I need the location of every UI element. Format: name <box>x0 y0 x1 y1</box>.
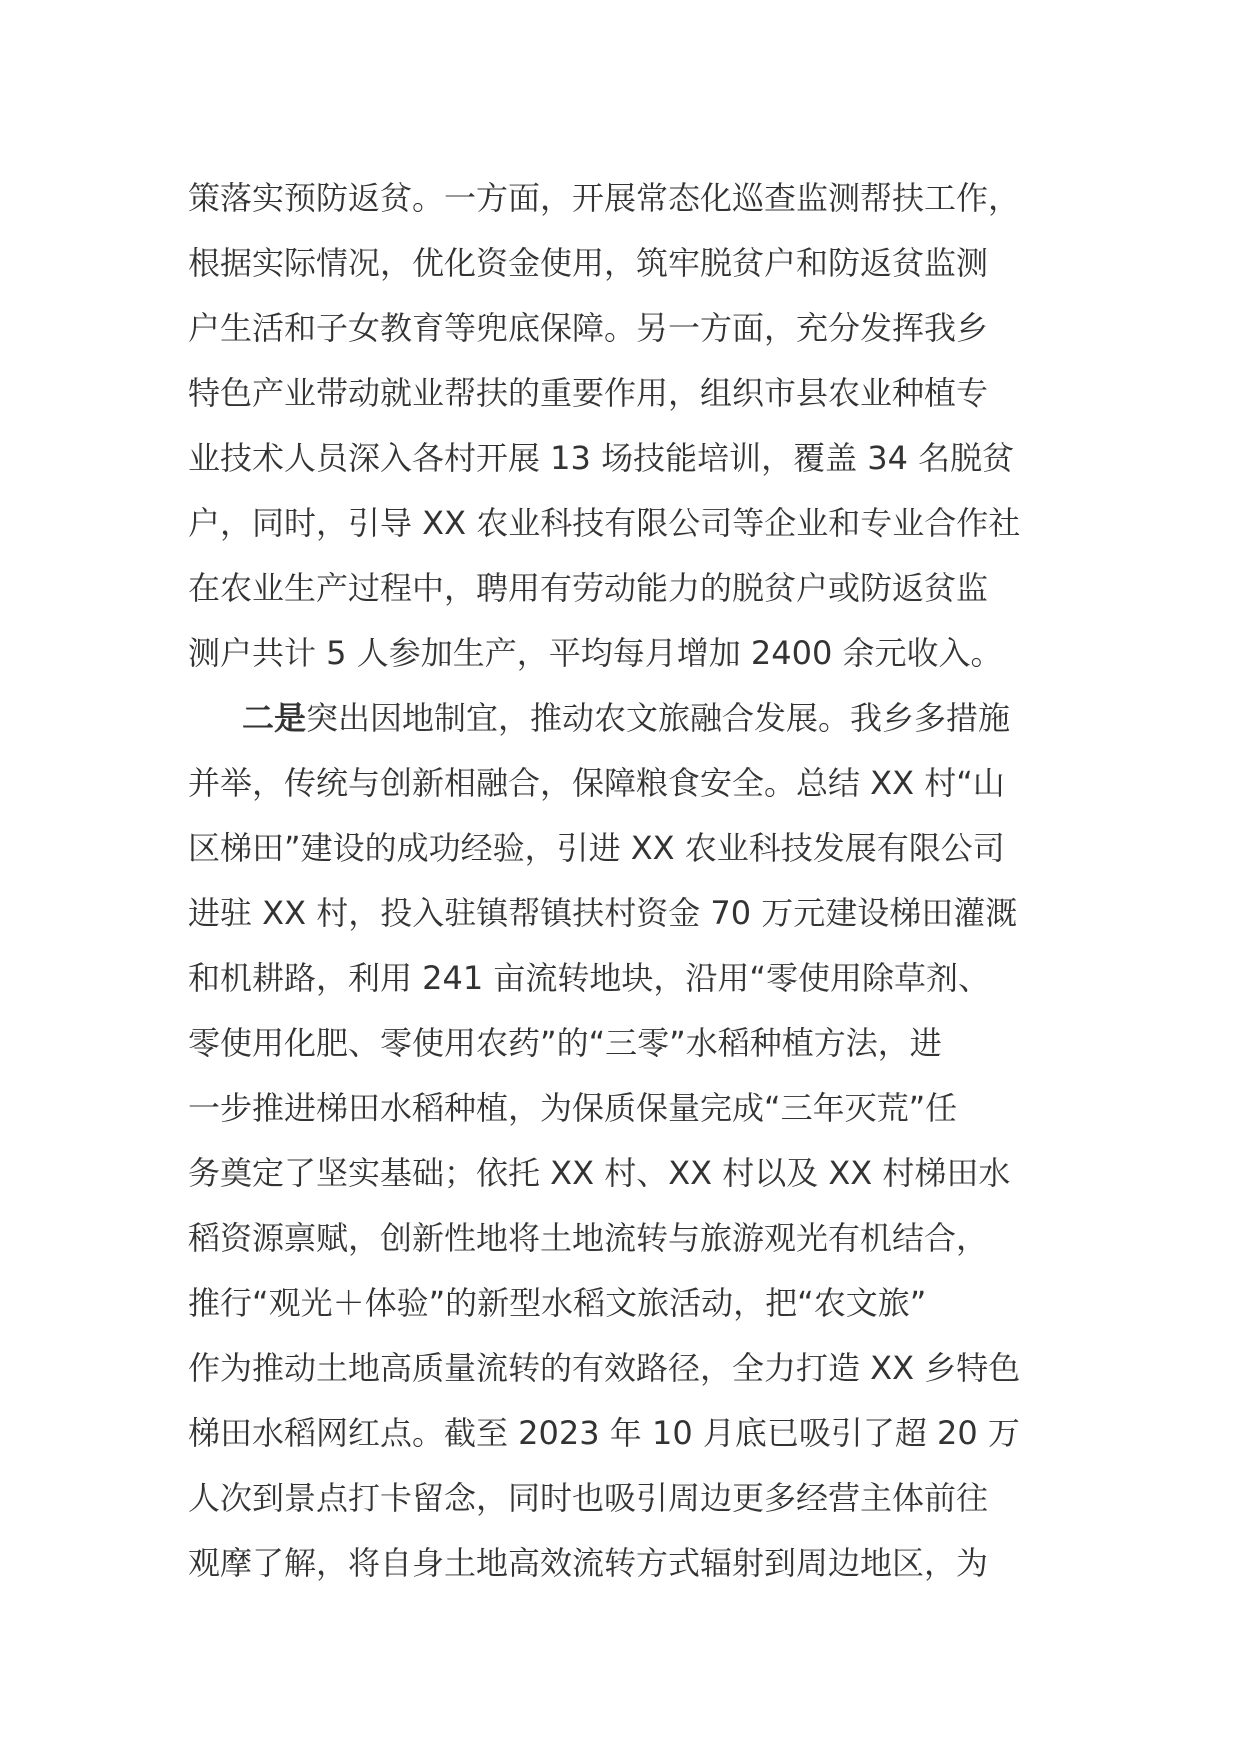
paragraph-1-line: 户生活和子女教育等兜底保障。另一方面，充分发挥我乡 <box>188 309 989 347</box>
paragraph-2-line: 观摩了解，将自身土地高效流转方式辐射到周边地区，为 <box>188 1544 989 1582</box>
paragraph-1-line: 测户共计 5 人参加生产，平均每月增加 2400 余元收入。 <box>188 634 1003 672</box>
paragraph-2-first-line-text: 突出因地制宜，推动农文旅融合发展。我乡多措施 <box>306 699 1011 737</box>
paragraph-2-line: 作为推动土地高质量流转的有效路径，全力打造 XX 乡特色 <box>188 1349 1021 1387</box>
paragraph-2-line: 稻资源禀赋，创新性地将土地流转与旅游观光有机结合， <box>188 1219 989 1257</box>
paragraph-1-line: 业技术人员深入各村开展 13 场技能培训，覆盖 34 名脱贫 <box>188 439 1015 477</box>
paragraph-2-line: 人次到景点打卡留念，同时也吸引周边更多经营主体前往 <box>188 1479 989 1517</box>
paragraph-1-line: 户，同时，引导 XX 农业科技有限公司等企业和专业合作社 <box>188 504 1021 542</box>
paragraph-2-line: 并举，传统与创新相融合，保障粮食安全。总结 XX 村“山 <box>188 764 1005 802</box>
paragraph-2-line: 梯田水稻网红点。截至 2023 年 10 月底已吸引了超 20 万 <box>188 1414 1020 1452</box>
paragraph-2-line: 进驻 XX 村，投入驻镇帮镇扶村资金 70 万元建设梯田灌溉 <box>188 894 1018 932</box>
body-text <box>188 166 1068 1596</box>
paragraph-2-first-line <box>188 686 1068 751</box>
paragraph-2-line: 零使用化肥、零使用农药”的“三零”水稻种植方法，进 <box>188 1024 942 1062</box>
paragraph-2-lead: 二是 <box>242 699 307 737</box>
paragraph-1-line: 在农业生产过程中，聘用有劳动能力的脱贫户或防返贫监 <box>188 569 989 607</box>
paragraph-2-line: 一步推进梯田水稻种植，为保质保量完成“三年灭荒”任 <box>188 1089 958 1127</box>
paragraph-1-line: 根据实际情况，优化资金使用，筑牢脱贫户和防返贫监测 <box>188 244 989 282</box>
paragraph-2-line: 推行“观光＋体验”的新型水稻文旅活动，把“农文旅” <box>188 1284 927 1322</box>
paragraph-2-line: 区梯田”建设的成功经验，引进 XX 农业科技发展有限公司 <box>188 829 1005 867</box>
paragraph-2-line: 和机耕路，利用 241 亩流转地块，沿用“零使用除草剂、 <box>188 959 991 997</box>
paragraph-2-line: 务奠定了坚实基础；依托 XX 村、XX 村以及 XX 村梯田水 <box>188 1154 1011 1192</box>
paragraph-1-line: 特色产业带动就业帮扶的重要作用，组织市县农业种植专 <box>188 374 989 412</box>
paragraph-1-line: 策落实预防返贫。一方面，开展常态化巡查监测帮扶工作， <box>188 179 1021 217</box>
